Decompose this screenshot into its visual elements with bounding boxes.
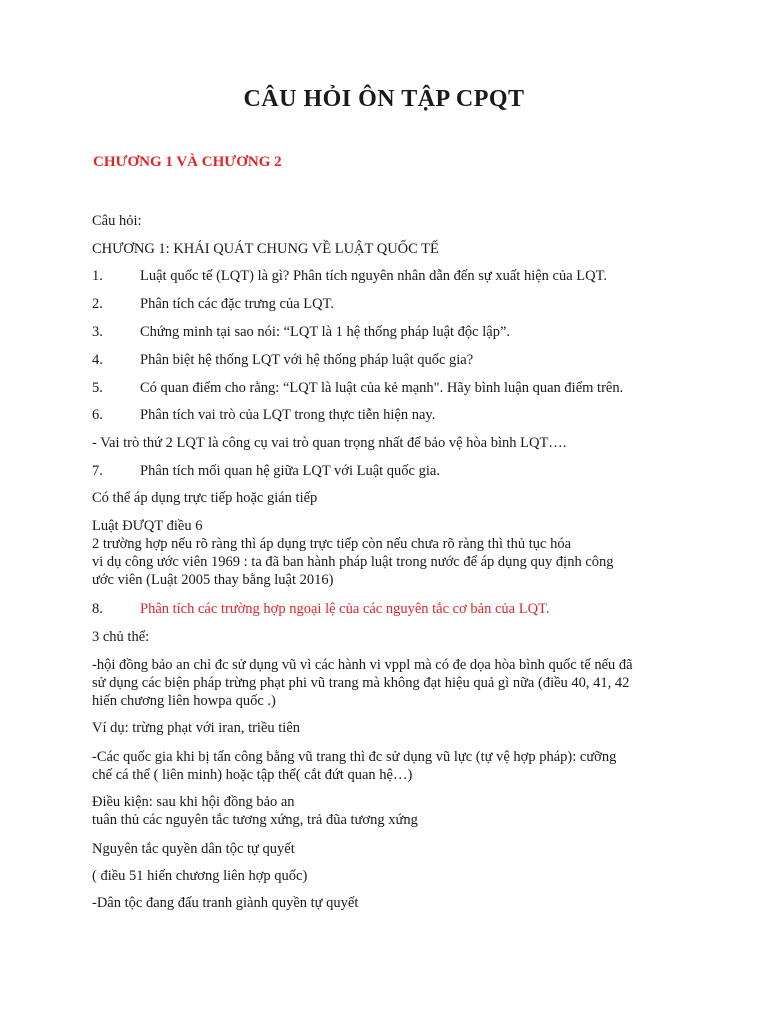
page-title: CÂU HỎI ÔN TẬP CPQT (243, 86, 525, 112)
question-text: Phân tích vai trò của LQT trong thực tiễn hiện nay. (140, 407, 436, 423)
chapter1-title: CHƯƠNG 1: KHÁI QUÁT CHUNG VỀ LUẬT QUỐC TẾ (92, 241, 439, 257)
question-number: 7. (92, 463, 103, 479)
question-item-6 (92, 406, 435, 424)
treaty-line: vi dụ công ước viên 1969 : ta đã ban hành pháp luật trong nước để áp dụng quy định công (92, 554, 614, 570)
example-line: Ví dụ: trừng phạt với iran, triều tiên (92, 720, 301, 736)
article51-line: ( điều 51 hiến chương liên hợp quốc) (92, 868, 308, 884)
conditions-block (92, 793, 682, 829)
question-text: Phân tích các trường hợp ngoại lệ của các nguyên tắc cơ bản của LQT. (140, 601, 550, 617)
question-number: 8. (92, 601, 103, 617)
question-number: 1. (92, 268, 103, 284)
question-item-2 (92, 295, 334, 313)
questions-label: Câu hỏi: (92, 213, 142, 229)
security-council-line: sử dụng các biện pháp trừng phạt phi vũ trang mà không đạt hiệu quả gì nữa (điều 40, 41, 42 (92, 675, 630, 691)
question-text: Phân tích các đặc trưng của LQT. (140, 296, 334, 312)
question-text: Phân biệt hệ thống LQT với hệ thống pháp luật quốc gia? (140, 352, 474, 368)
chapter-heading: CHƯƠNG 1 VÀ CHƯƠNG 2 (93, 154, 282, 170)
note-apply: Có thể áp dụng trực tiếp hoặc gián tiếp (92, 490, 318, 506)
question-item-3 (92, 323, 510, 341)
question-text: Luật quốc tế (LQT) là gì? Phân tích nguyên nhân dẫn đến sự xuất hiện của LQT. (140, 268, 608, 284)
question-item-4 (92, 351, 473, 369)
question-text: Có quan điểm cho rằng: “LQT là luật của kẻ mạnh". Hãy bình luận quan điểm trên. (140, 380, 624, 396)
treaty-line: 2 trường hợp nếu rõ ràng thì áp dụng trực tiếp còn nếu chưa rõ ràng thì thủ tục hóa (92, 536, 572, 552)
question-item-8 (92, 600, 549, 618)
self-defense-line: -Các quốc gia khi bị tấn công bằng vũ trang thì đc sử dụng vũ lực (tự vệ hợp pháp): cưỡng (92, 749, 617, 765)
note-role: - Vai trò thứ 2 LQT là công cụ vai trò quan trọng nhất để bảo vệ hòa bình LQT…. (92, 435, 567, 451)
question-number: 3. (92, 324, 103, 340)
question-item-7 (92, 462, 440, 480)
question-text: Chứng minh tại sao nói: “LQT là 1 hệ thống pháp luật độc lập”. (140, 324, 511, 340)
self-determination-line: Nguyên tắc quyền dân tộc tự quyết (92, 841, 295, 857)
struggle-line: -Dân tộc đang đấu tranh giành quyền tự quyết (92, 895, 359, 911)
question-number: 5. (92, 380, 103, 396)
question-number: 4. (92, 352, 103, 368)
conditions-line: tuân thủ các nguyên tắc tương xứng, trả đũa tương xứng (92, 812, 418, 828)
treaty-note-block (92, 517, 682, 589)
treaty-line: ước viên (Luật 2005 thay bằng luật 2016) (92, 572, 334, 588)
three-subjects: 3 chủ thể: (92, 629, 150, 645)
self-defense-line: chế cá thể ( liên minh) hoặc tập thể( cắt đứt quan hệ…) (92, 767, 413, 783)
security-council-block (92, 656, 682, 710)
security-council-line: -hội đồng bảo an chỉ đc sử dụng vũ vì các hành vi vppl mà có đe dọa hòa bình quốc tế nếu đã (92, 657, 633, 673)
security-council-line: hiến chương liên howpa quốc .) (92, 693, 276, 709)
conditions-line: Điều kiện: sau khi hội đồng bảo an (92, 794, 295, 810)
question-item-1 (92, 267, 607, 285)
question-number: 2. (92, 296, 103, 312)
question-number: 6. (92, 407, 103, 423)
question-item-5 (92, 379, 623, 397)
treaty-line: Luật ĐƯQT điều 6 (92, 518, 203, 534)
question-text: Phân tích mối quan hệ giữa LQT với Luật quốc gia. (140, 463, 440, 479)
self-defense-block (92, 748, 682, 784)
